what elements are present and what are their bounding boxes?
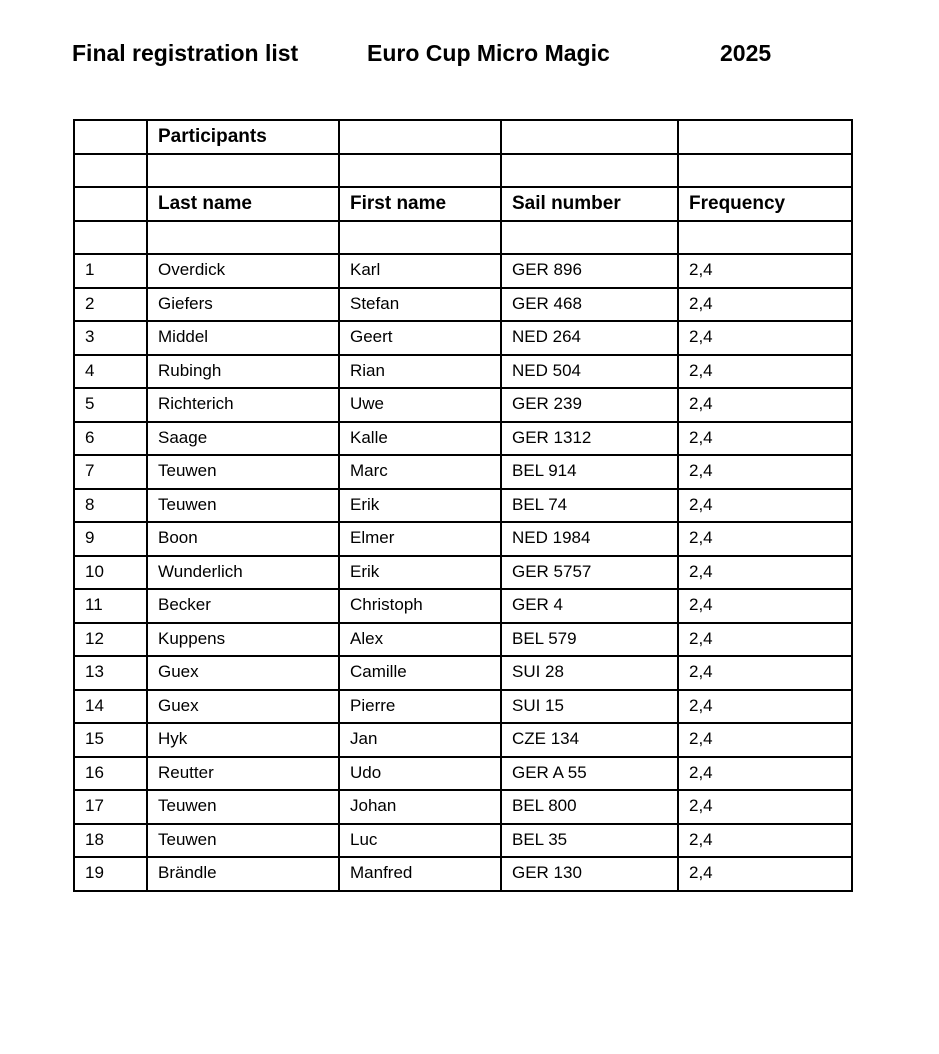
last-name-cell: Kuppens	[147, 623, 339, 657]
frequency-cell: 2,4	[678, 690, 852, 724]
sail-number-cell: GER A 55	[501, 757, 678, 791]
row-number: 7	[74, 455, 147, 489]
table-row	[74, 355, 852, 389]
table-row	[74, 288, 852, 322]
row-number: 4	[74, 355, 147, 389]
first-name-cell: Erik	[339, 556, 501, 590]
empty-cell	[678, 120, 852, 154]
first-name-cell: Johan	[339, 790, 501, 824]
last-name-cell: Richterich	[147, 388, 339, 422]
frequency-cell: 2,4	[678, 656, 852, 690]
last-name-cell: Wunderlich	[147, 556, 339, 590]
table-row	[74, 589, 852, 623]
sail-number-cell: BEL 35	[501, 824, 678, 858]
frequency-cell: 2,4	[678, 757, 852, 791]
table-row	[74, 757, 852, 791]
document-title: Final registration list	[72, 40, 299, 66]
first-name-cell: Marc	[339, 455, 501, 489]
last-name-cell: Guex	[147, 656, 339, 690]
sail-number-cell: BEL 579	[501, 623, 678, 657]
last-name-cell: Teuwen	[147, 489, 339, 523]
first-name-cell: Camille	[339, 656, 501, 690]
first-name-cell: Karl	[339, 254, 501, 288]
table-row	[74, 690, 852, 724]
header-sail-number: Sail number	[501, 187, 678, 221]
spacer-row	[74, 221, 852, 255]
empty-cell	[501, 154, 678, 188]
table-row	[74, 522, 852, 556]
header-frequency: Frequency	[678, 187, 852, 221]
row-number: 13	[74, 656, 147, 690]
event-name: Euro Cup Micro Magic	[367, 40, 610, 66]
first-name-cell: Pierre	[339, 690, 501, 724]
last-name-cell: Guex	[147, 690, 339, 724]
sail-number-cell: GER 1312	[501, 422, 678, 456]
frequency-cell: 2,4	[678, 824, 852, 858]
event-year: 2025	[720, 40, 772, 66]
header-last-name: Last name	[147, 187, 339, 221]
spacer-row	[74, 154, 852, 188]
frequency-cell: 2,4	[678, 723, 852, 757]
empty-cell	[339, 154, 501, 188]
empty-cell	[339, 120, 501, 154]
empty-cell	[678, 154, 852, 188]
frequency-cell: 2,4	[678, 522, 852, 556]
sail-number-cell: NED 1984	[501, 522, 678, 556]
table-row	[74, 857, 852, 891]
table-row	[74, 623, 852, 657]
last-name-cell: Middel	[147, 321, 339, 355]
empty-cell	[74, 221, 147, 255]
table-row	[74, 824, 852, 858]
first-name-cell: Rian	[339, 355, 501, 389]
row-number: 11	[74, 589, 147, 623]
empty-cell	[678, 221, 852, 255]
row-number: 3	[74, 321, 147, 355]
last-name-cell: Overdick	[147, 254, 339, 288]
sail-number-cell: BEL 800	[501, 790, 678, 824]
frequency-cell: 2,4	[678, 857, 852, 891]
row-number: 5	[74, 388, 147, 422]
sail-number-cell: CZE 134	[501, 723, 678, 757]
frequency-cell: 2,4	[678, 355, 852, 389]
frequency-cell: 2,4	[678, 790, 852, 824]
sail-number-cell: BEL 914	[501, 455, 678, 489]
sail-number-cell: NED 264	[501, 321, 678, 355]
last-name-cell: Teuwen	[147, 455, 339, 489]
first-name-cell: Kalle	[339, 422, 501, 456]
first-name-cell: Jan	[339, 723, 501, 757]
frequency-cell: 2,4	[678, 623, 852, 657]
sail-number-cell: GER 4	[501, 589, 678, 623]
row-number: 19	[74, 857, 147, 891]
first-name-cell: Manfred	[339, 857, 501, 891]
row-number: 10	[74, 556, 147, 590]
frequency-cell: 2,4	[678, 556, 852, 590]
table-row	[74, 422, 852, 456]
row-number: 12	[74, 623, 147, 657]
row-number: 17	[74, 790, 147, 824]
sail-number-cell: GER 896	[501, 254, 678, 288]
frequency-cell: 2,4	[678, 388, 852, 422]
first-name-cell: Elmer	[339, 522, 501, 556]
table-row	[74, 489, 852, 523]
table-row	[74, 723, 852, 757]
column-header-row	[74, 187, 852, 221]
empty-cell	[74, 187, 147, 221]
header-first-name: First name	[339, 187, 501, 221]
empty-cell	[74, 120, 147, 154]
first-name-cell: Christoph	[339, 589, 501, 623]
sail-number-cell: NED 504	[501, 355, 678, 389]
last-name-cell: Hyk	[147, 723, 339, 757]
first-name-cell: Uwe	[339, 388, 501, 422]
row-number: 9	[74, 522, 147, 556]
row-number: 1	[74, 254, 147, 288]
document-title-line	[0, 40, 939, 74]
row-number: 16	[74, 757, 147, 791]
row-number: 15	[74, 723, 147, 757]
section-header-row	[74, 120, 852, 154]
table-row	[74, 790, 852, 824]
table-row	[74, 388, 852, 422]
table-row	[74, 556, 852, 590]
last-name-cell: Reutter	[147, 757, 339, 791]
last-name-cell: Teuwen	[147, 824, 339, 858]
row-number: 2	[74, 288, 147, 322]
frequency-cell: 2,4	[678, 455, 852, 489]
first-name-cell: Udo	[339, 757, 501, 791]
row-number: 8	[74, 489, 147, 523]
first-name-cell: Alex	[339, 623, 501, 657]
row-number: 6	[74, 422, 147, 456]
sail-number-cell: SUI 28	[501, 656, 678, 690]
last-name-cell: Giefers	[147, 288, 339, 322]
row-number: 18	[74, 824, 147, 858]
frequency-cell: 2,4	[678, 254, 852, 288]
first-name-cell: Geert	[339, 321, 501, 355]
last-name-cell: Boon	[147, 522, 339, 556]
frequency-cell: 2,4	[678, 321, 852, 355]
last-name-cell: Rubingh	[147, 355, 339, 389]
empty-cell	[501, 120, 678, 154]
table-row	[74, 254, 852, 288]
frequency-cell: 2,4	[678, 489, 852, 523]
table-row	[74, 455, 852, 489]
registration-table	[73, 119, 853, 892]
last-name-cell: Brändle	[147, 857, 339, 891]
first-name-cell: Stefan	[339, 288, 501, 322]
sail-number-cell: SUI 15	[501, 690, 678, 724]
table-row	[74, 321, 852, 355]
sail-number-cell: GER 130	[501, 857, 678, 891]
empty-cell	[147, 154, 339, 188]
sail-number-cell: GER 468	[501, 288, 678, 322]
frequency-cell: 2,4	[678, 288, 852, 322]
sail-number-cell: BEL 74	[501, 489, 678, 523]
frequency-cell: 2,4	[678, 422, 852, 456]
first-name-cell: Luc	[339, 824, 501, 858]
empty-cell	[74, 154, 147, 188]
row-number: 14	[74, 690, 147, 724]
participants-label: Participants	[147, 120, 339, 154]
empty-cell	[501, 221, 678, 255]
empty-cell	[339, 221, 501, 255]
last-name-cell: Becker	[147, 589, 339, 623]
sail-number-cell: GER 5757	[501, 556, 678, 590]
table-row	[74, 656, 852, 690]
last-name-cell: Saage	[147, 422, 339, 456]
last-name-cell: Teuwen	[147, 790, 339, 824]
frequency-cell: 2,4	[678, 589, 852, 623]
first-name-cell: Erik	[339, 489, 501, 523]
sail-number-cell: GER 239	[501, 388, 678, 422]
empty-cell	[147, 221, 339, 255]
